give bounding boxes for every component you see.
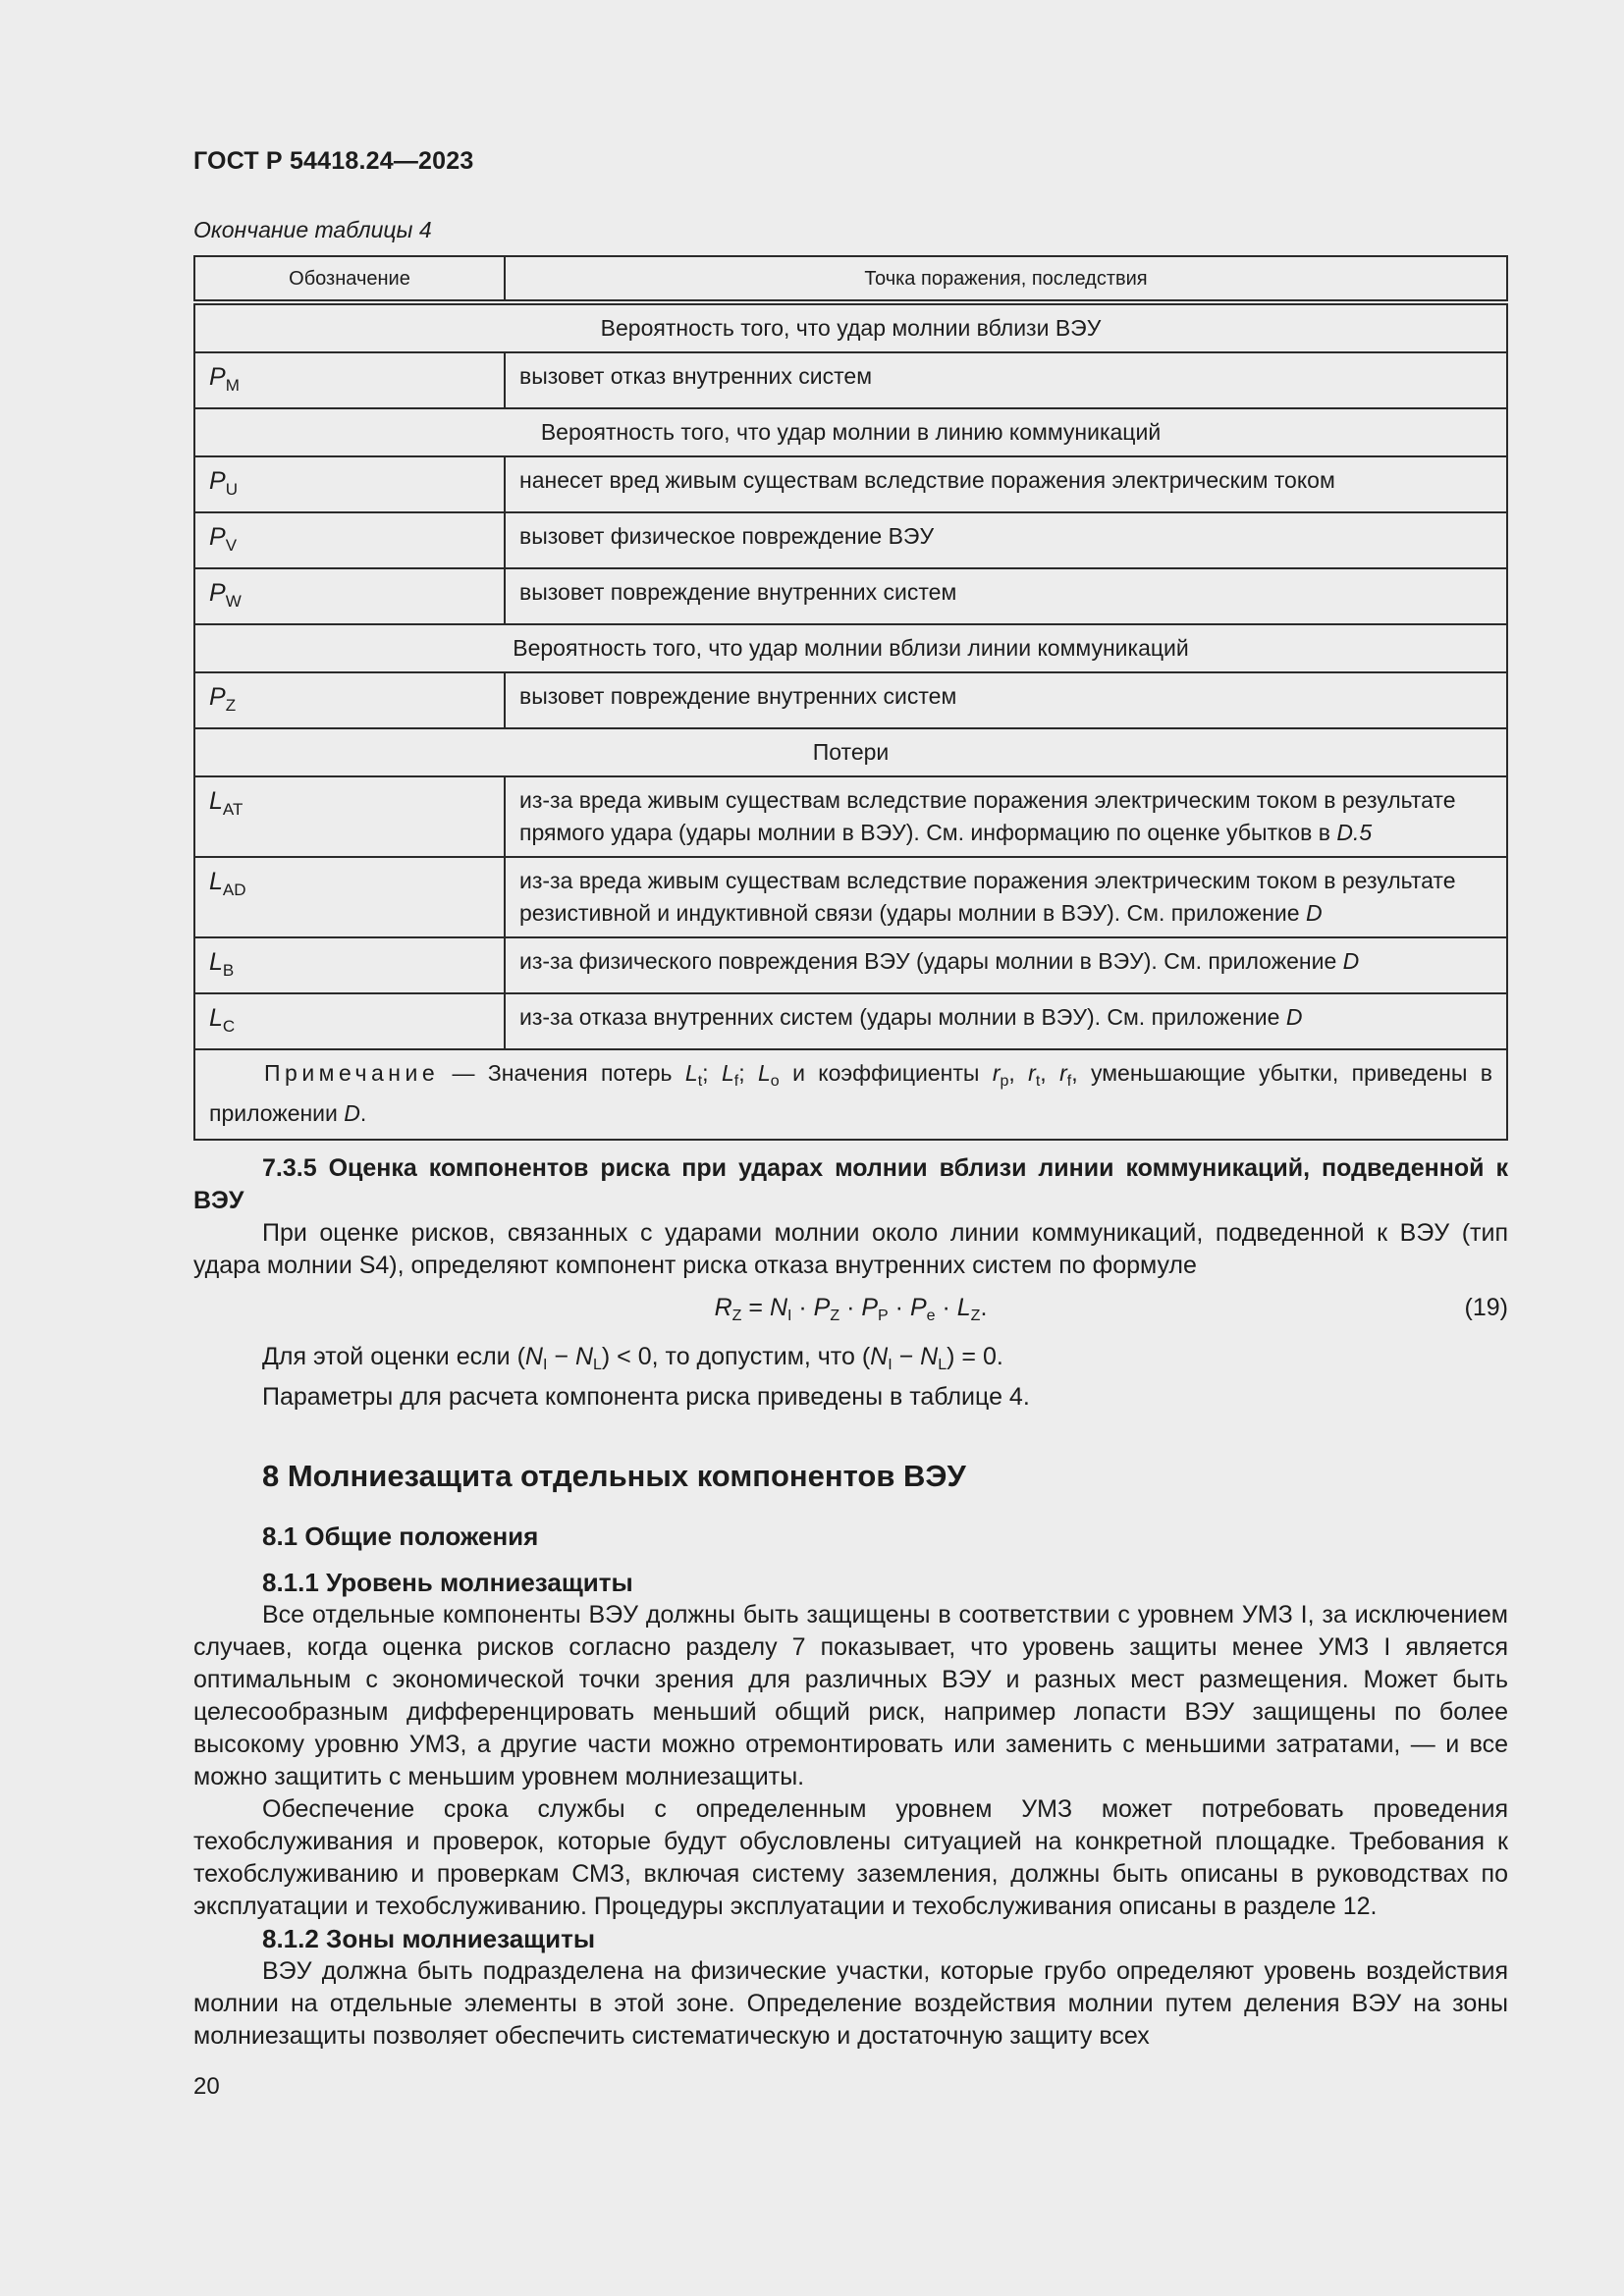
symbol-cell: $P_Z$	[194, 672, 505, 728]
paragraph: Параметры для расчета компонента риска приведены в таблице 4.	[262, 1383, 1030, 1411]
table-row	[194, 352, 1507, 408]
symbol-cell: $P_W$	[194, 568, 505, 624]
description-cell: вызовет отказ внутренних систем	[505, 352, 1507, 408]
symbol-cell: $L_C$	[194, 993, 505, 1049]
group-label: Вероятность того, что удар молнии в линию коммуникаций	[194, 408, 1507, 456]
paragraph: Все отдельные компоненты ВЭУ должны быть защищены в соответствии с уровнем УМЗ I, за исключением случаев, когда оценка рисков согласно разделу 7 показывает, что уровень защиты менее УМЗ I является оптимальным с экономической точки зрения для различных ВЭУ и разных мест размещения. Может быть целесообразным дифференцировать меньший общий риск, например лопасти ВЭУ защищены по более высокому уровню УМЗ, а другие части можно отремонтировать или заменить с меньшими затратами, — и все можно защитить с меньшим уровнем молниезащиты.	[193, 1601, 1508, 1790]
paragraph: ВЭУ должна быть подразделена на физические участки, которые грубо определяют уровень воздействия молнии на отдельные элементы в этой зоне. Определение воздействия молнии путем деления ВЭУ на зоны молниезащиты позволяет обеспечить систематическую и достаточную защиту всех	[193, 1957, 1508, 2050]
note-row	[194, 1049, 1507, 1140]
symbol-cell: $L_B$	[194, 937, 505, 993]
paragraph: Для этой оценки если $(N_I - N_L) < 0$, то допустим, что $(N_I - N_L) = 0$.	[262, 1343, 1003, 1373]
table-caption: Окончание таблицы 4	[193, 217, 432, 242]
section-8-1-heading: 8.1 Общие положения	[262, 1522, 539, 1551]
table-row	[194, 857, 1507, 937]
table-note: Примечание — Значения потерь $L_t$; $L_f$; $L_o$ и коэффициенты $r_p$, $r_t$, $r_f$, уменьшающие убытки, приведены в приложении D.	[194, 1049, 1507, 1140]
symbol-cell: $P_M$	[194, 352, 505, 408]
group-row	[194, 302, 1507, 352]
description-cell: из-за отказа внутренних систем (удары молнии в ВЭУ). См. приложение D	[505, 993, 1507, 1049]
description-cell: из-за физического повреждения ВЭУ (удары молнии в ВЭУ). См. приложение D	[505, 937, 1507, 993]
table-row	[194, 568, 1507, 624]
col-header-description: Точка поражения, последствия	[505, 256, 1507, 302]
group-row	[194, 728, 1507, 776]
description-cell: вызовет повреждение внутренних систем	[505, 568, 1507, 624]
symbol-cell: $P_V$	[194, 512, 505, 568]
symbol-cell: $L_{AD}$	[194, 857, 505, 937]
table-4	[193, 255, 1508, 1141]
formula-19	[193, 1292, 1508, 1331]
group-label: Потери	[194, 728, 1507, 776]
table-row	[194, 456, 1507, 512]
section-7-3-5-heading: 7.3.5 Оценка компонентов риска при ударах молнии вблизи линии коммуникаций, подведенной к ВЭУ	[193, 1154, 1508, 1214]
formula-expression: $R_Z = N_I \cdot P_Z \cdot P_P \cdot P_e \cdot L_Z$.	[714, 1294, 988, 1324]
table-row	[194, 776, 1507, 857]
paragraph: Обеспечение срока службы с определенным уровнем УМЗ может потребовать проведения техобслуживания и проверок, которые будут обусловлены ситуацией на конкретной площадке. Требования к техобслуживанию и проверкам СМЗ, включая систему заземления, должны быть описаны в руководствах по эксплуатации и техобслуживанию. Процедуры эксплуатации и техобслуживания описаны в разделе 12.	[193, 1795, 1508, 1920]
table-row	[194, 993, 1507, 1049]
description-cell: из-за вреда живым существам вследствие поражения электрическим током в результате резистивной и индуктивной связи (удары молнии в ВЭУ). См. приложение D	[505, 857, 1507, 937]
table-row	[194, 937, 1507, 993]
section-8-heading: 8 Молниезащита отдельных компонентов ВЭУ	[262, 1459, 966, 1493]
formula-number: (19)	[1464, 1294, 1508, 1321]
section-8-1-1-heading: 8.1.1 Уровень молниезащиты	[262, 1568, 633, 1597]
description-cell: из-за вреда живым существам вследствие поражения электрическим током в результате прямого удара (удары молнии в ВЭУ). См. информацию по оценке убытков в D.5	[505, 776, 1507, 857]
page-number: 20	[193, 2073, 220, 2100]
table-row	[194, 512, 1507, 568]
table-header-row	[194, 256, 1507, 302]
description-cell: нанесет вред живым существам вследствие поражения электрическим током	[505, 456, 1507, 512]
symbol-cell: $P_U$	[194, 456, 505, 512]
description-cell: вызовет физическое повреждение ВЭУ	[505, 512, 1507, 568]
table-row	[194, 672, 1507, 728]
group-label: Вероятность того, что удар молнии вблизи линии коммуникаций	[194, 624, 1507, 672]
note-label: Примечание	[264, 1060, 440, 1086]
section-8-1-2-heading: 8.1.2 Зоны молниезащиты	[262, 1924, 596, 1953]
paragraph: При оценке рисков, связанных с ударами молнии около линии коммуникаций, подведенной к ВЭУ (тип удара молнии S4), определяют компонент риска отказа внутренних систем по формуле	[193, 1219, 1508, 1279]
group-label: Вероятность того, что удар молнии вблизи ВЭУ	[194, 302, 1507, 352]
group-row	[194, 408, 1507, 456]
document-header: ГОСТ Р 54418.24—2023	[193, 147, 474, 175]
group-row	[194, 624, 1507, 672]
document-page	[193, 147, 1508, 2053]
col-header-symbol: Обозначение	[194, 256, 505, 302]
symbol-cell: $L_{AT}$	[194, 776, 505, 857]
description-cell: вызовет повреждение внутренних систем	[505, 672, 1507, 728]
